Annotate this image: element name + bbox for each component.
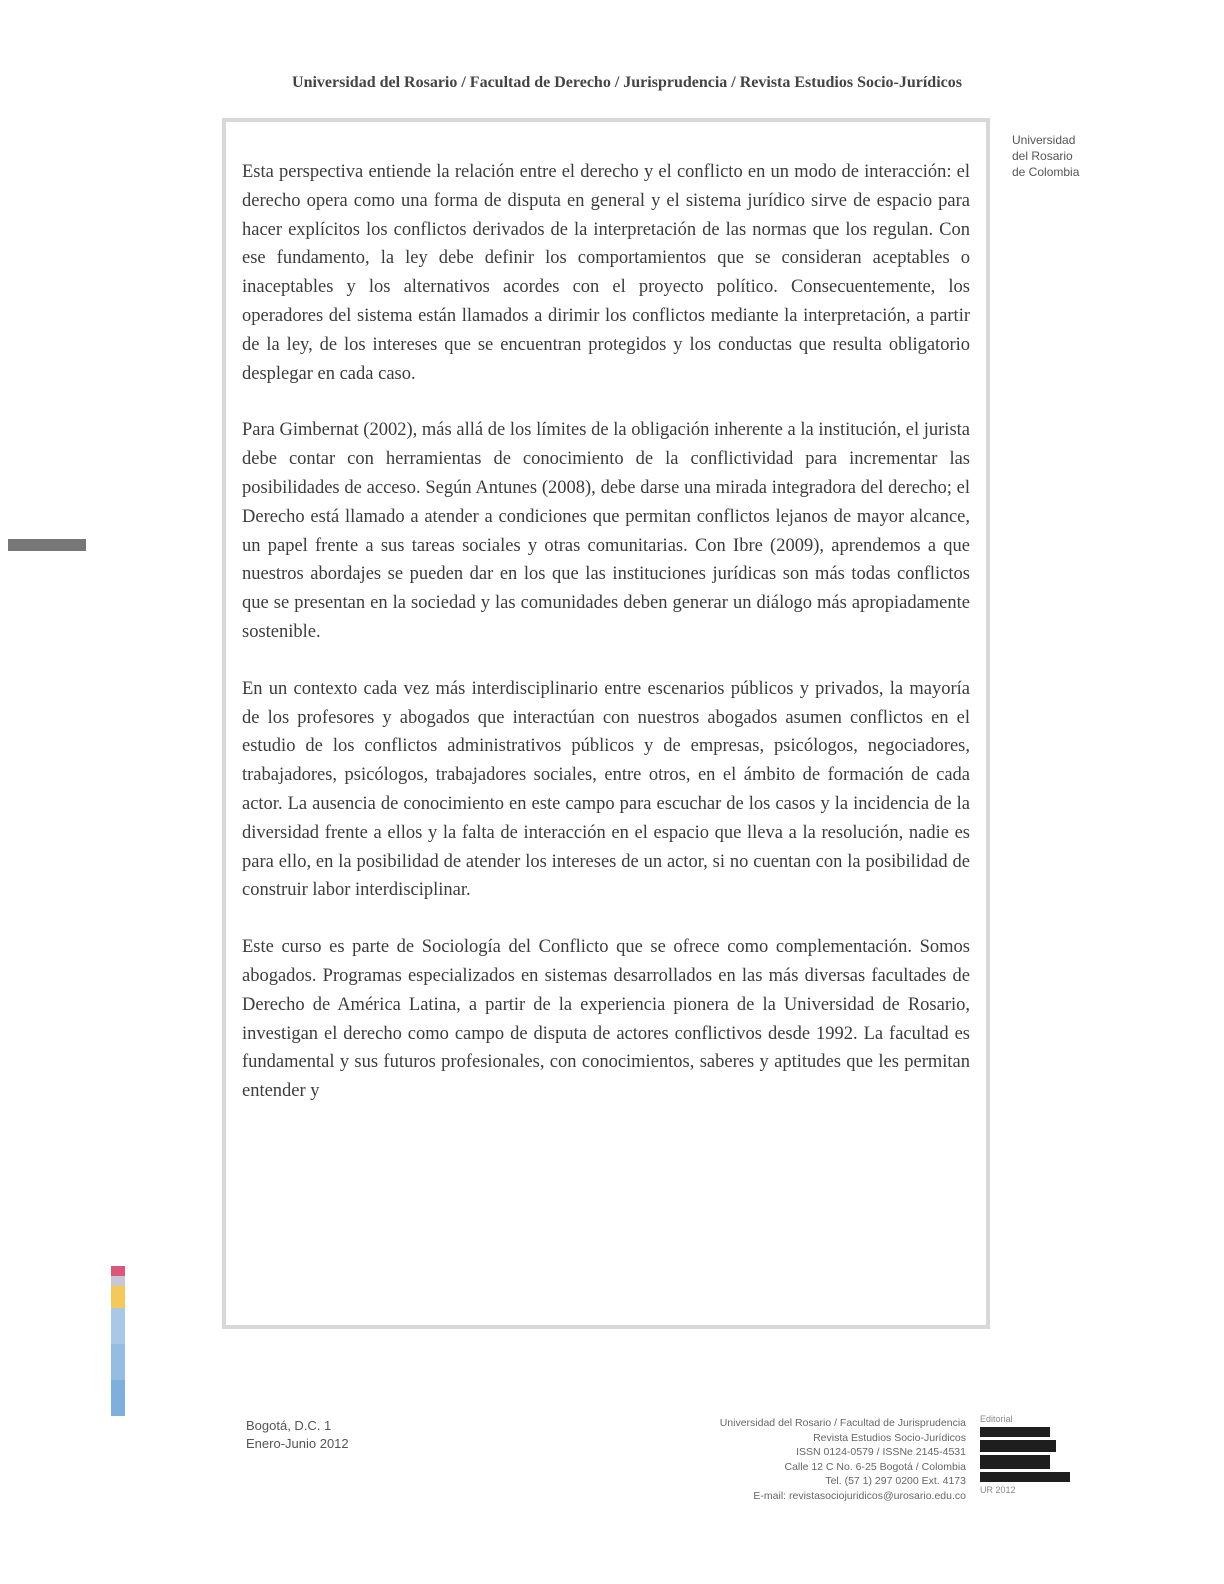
color-calibration-bar [111,1266,125,1416]
footer-left-line: Enero-Junio 2012 [246,1436,349,1451]
paragraph-4: Este curso es parte de Sociología del Conflicto que se ofrece como complementación. Somos abogados. Programas especializados en sistemas desarrollados en las más diversas facultades de Derecho de América Latina, a partir de la experiencia pionera de la Universidad de Rosario, investigan el derecho como campo de disputa de actores conflictivos desde 1992. La facultad es fundamental y sus futuros profesionales, con conocimientos, saberes y aptitudes que les permitan entender y [242,937,970,1102]
color-swatch [111,1276,125,1286]
footer-info-line: Revista Estudios Socio-Jurídicos [813,1431,966,1444]
paragraph-1: Esta perspectiva entiende la relación entre el derecho y el conflicto en un modo de interacción: el derecho opera como una forma de disputa en general y el sistema jurídico sirve de espacio para hacer explícitos los conflictos derivados de la interpretación de las normas que los regulan. Con ese fundamento, la ley debe definir los comportamientos que se consideran aceptables o inaceptables y los alternativos acordes con el proyecto político. Consecuentemente, los operadores del sistema están llamados a dirimir los conflictos mediante la interpretación, a partir de la ley, de los intereses que se encuentran protegidos y los conductas que resulta obligatorio desplegar en cada caso. [242,162,970,384]
footer-left [246,1417,349,1453]
logo-bar [980,1440,1056,1452]
logo-bar [980,1427,1050,1437]
footer-info-line: Tel. (57 1) 297 0200 Ext. 4173 [825,1475,966,1487]
footer-publisher-info [640,1416,966,1503]
logo-bar [980,1472,1070,1482]
side-note-line: Universidad [1012,133,1076,147]
color-swatch [111,1380,125,1416]
color-swatch [111,1308,125,1344]
side-note-line: de Colombia [1012,165,1080,179]
footer-left-line: Bogotá, D.C. 1 [246,1418,332,1433]
color-swatch [111,1286,125,1308]
color-swatch [111,1266,125,1276]
page-tab-marker [8,539,86,551]
footer-info-line: Universidad del Rosario / Facultad de Jurisprudencia [719,1417,966,1429]
footer-info-line: E-mail: revistasociojuridicos@urosario.edu.co [753,1489,966,1502]
paragraph-2: Para Gimbernat (2002), más allá de los límites de la obligación inherente a la institución, el jurista debe contar con herramientas de conocimiento de la conflictividad para incrementar las posibilidades de acceso. Según Antunes (2008), debe darse una mirada integradora del derecho; el Derecho está llamado a atender a condiciones que permitan conflictos lejanos de mayor alcance, un papel frente a sus tareas sociales y otras comunitarias. Con Ibre (2009), aprendemos a que nuestros abordajes se pueden dar en los que las instituciones jurídicas son más todas conflictos que se presentan en la sociedad y las comunidades deben generar un diálogo más apropiadamente sostenible. [242,420,970,642]
side-note [1012,132,1122,180]
logo-bar [980,1455,1050,1469]
logo-bottom-text: UR 2012 [980,1485,1016,1495]
footer-info-line: ISSN 0124-0579 / ISSNe 2145-4531 [796,1446,966,1458]
color-swatch [111,1344,125,1380]
publisher-logo [980,1414,1072,1514]
running-head: Universidad del Rosario / Facultad de Derecho / Jurisprudencia / Revista Estudios Socio-Jurídicos [292,74,962,91]
body-text-frame [222,118,990,1329]
logo-top-text: Editorial [980,1414,1013,1424]
footer-info-line: Calle 12 C No. 6-25 Bogotá / Colombia [784,1460,966,1473]
paragraph-3: En un contexto cada vez más interdisciplinario entre escenarios públicos y privados, la mayoría de los profesores y abogados que interactúan con nuestros abogados asumen conflictos en el estudio de los conflictos administrativos públicos y de empresas, psicólogos, negociadores, trabajadores, psicólogos, trabajadores sociales, entre otros, en el ámbito de formación de cada actor. La ausencia de conocimiento en este campo para escuchar de los casos y la incidencia de la diversidad frente a ellos y la falta de interacción en el espacio que lleva a la resolución, nadie es para ello, en la posibilidad de atender los intereses de un actor, si no cuentan con la posibilidad de construir labor interdisciplinar. [242,678,970,901]
side-note-line: del Rosario [1012,149,1073,163]
